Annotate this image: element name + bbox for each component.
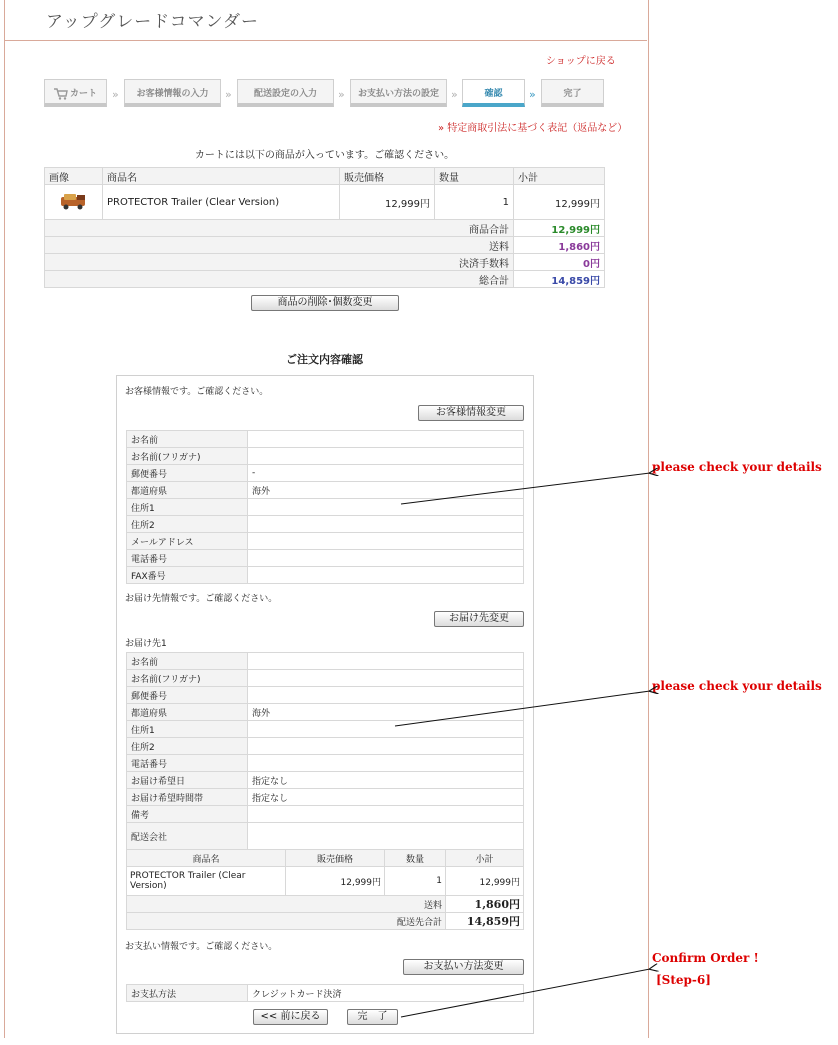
item-name: PROTECTOR Trailer (Clear Version)	[127, 867, 286, 896]
edit-payment-button[interactable]: お支払い方法変更	[403, 959, 524, 975]
shipping-fee-value: 1,860円	[446, 896, 524, 913]
complete-order-button[interactable]: 完 了	[347, 1009, 398, 1025]
summary-label: 送料	[45, 237, 514, 254]
field-label: お支払方法	[127, 985, 248, 1002]
col-image: 画像	[45, 168, 103, 185]
site-title: アップグレードコマンダー	[46, 12, 259, 32]
dest-total-value: 14,859円	[446, 913, 524, 930]
step-arrow-icon: »	[112, 88, 119, 101]
product-subtotal: 12,999円	[514, 185, 605, 220]
summary-value: 1,860円	[514, 237, 605, 254]
field-label: 住所2	[127, 516, 248, 533]
field-label: 電話番号	[127, 755, 248, 772]
field-value: -	[248, 465, 524, 482]
field-label: お届け希望時間帯	[127, 789, 248, 806]
step-cart-label: カート	[69, 89, 97, 99]
item-price: 12,999円	[286, 867, 385, 896]
field-value: 海外	[248, 482, 524, 499]
field-label: お名前	[127, 653, 248, 670]
dest-total-label: 配送先合計	[127, 913, 446, 930]
field-label: 住所1	[127, 499, 248, 516]
step-payment-label: お支払い方法の設定	[357, 89, 439, 99]
edit-shipping-button[interactable]: お届け先変更	[434, 611, 524, 627]
field-label: お届け希望日	[127, 772, 248, 789]
field-label: 郵便番号	[127, 465, 248, 482]
col-price: 販売価格	[340, 168, 435, 185]
summary-value: 14,859円	[514, 271, 605, 288]
summary-label: 商品合計	[45, 220, 514, 237]
item-qty: 1	[385, 867, 446, 896]
edit-cart-button[interactable]: 商品の削除･個数変更	[251, 295, 399, 311]
step-delivery-label: 配送設定の入力	[253, 89, 317, 99]
field-value: クレジットカード決済	[248, 985, 524, 1002]
col-qty: 数量	[435, 168, 514, 185]
step-complete-label: 完了	[563, 89, 582, 99]
shipping-fee-label: 送料	[127, 896, 446, 913]
order-confirm-title: ご注文内容確認	[286, 353, 363, 366]
col-subtotal: 小計	[446, 850, 524, 867]
cart-message: カートには以下の商品が入っています。ご確認ください。	[194, 150, 455, 161]
field-value: 海外	[248, 704, 524, 721]
edit-customer-button[interactable]: お客様情報変更	[418, 405, 524, 421]
field-label: 住所1	[127, 721, 248, 738]
field-label: 配送会社	[127, 823, 248, 850]
summary-value: 0円	[514, 254, 605, 271]
back-button[interactable]: << 前に戻る	[253, 1009, 328, 1025]
annotation-confirm-order: Confirm Order !	[652, 951, 759, 965]
field-label: 郵便番号	[127, 687, 248, 704]
shipping-destination-label: お届け先1	[125, 639, 167, 649]
field-label: 都道府県	[127, 704, 248, 721]
field-label: お名前(フリガナ)	[127, 448, 248, 465]
arrow-icon	[401, 969, 650, 1017]
shipping-info-note: お届け先情報です。ご確認ください。	[125, 594, 278, 604]
field-label: お名前(フリガナ)	[127, 670, 248, 687]
arrow-icon	[401, 473, 650, 504]
annotation-check-details-1: please check your details	[652, 460, 822, 474]
field-label: 都道府県	[127, 482, 248, 499]
field-value: 指定なし	[248, 772, 524, 789]
field-label: 電話番号	[127, 550, 248, 567]
payment-info-note: お支払い情報です。ご確認ください。	[125, 942, 278, 952]
step-customer-info-label: お客様情報の入力	[136, 89, 209, 99]
col-product-name: 商品名	[103, 168, 340, 185]
step-arrow-icon: »	[338, 88, 345, 101]
step-confirm-label: 確認	[484, 89, 503, 99]
col-price: 販売価格	[286, 850, 385, 867]
summary-value: 12,999円	[514, 220, 605, 237]
item-subtotal: 12,999円	[446, 867, 524, 896]
back-to-shop-link[interactable]: ショップに戻る	[546, 56, 616, 67]
field-label: お名前	[127, 431, 248, 448]
product-name: PROTECTOR Trailer (Clear Version)	[103, 185, 340, 220]
customer-info-note: お客様情報です。ご確認ください。	[125, 387, 269, 397]
annotation-check-details-2: please check your details	[652, 679, 822, 693]
step-arrow-icon: »	[529, 88, 536, 101]
summary-label: 決済手数料	[45, 254, 514, 271]
field-label: メールアドレス	[127, 533, 248, 550]
product-price: 12,999円	[340, 185, 435, 220]
annotation-step-6: [Step-6]	[656, 973, 711, 987]
commerce-law-link[interactable]: » 特定商取引法に基づく表記（返品など）	[438, 123, 628, 134]
step-arrow-icon: »	[225, 88, 232, 101]
product-qty: 1	[435, 185, 514, 220]
col-qty: 数量	[385, 850, 446, 867]
col-product-name: 商品名	[127, 850, 286, 867]
arrow-icon	[395, 691, 650, 726]
field-label: 住所2	[127, 738, 248, 755]
field-label: FAX番号	[127, 567, 248, 584]
col-subtotal: 小計	[514, 168, 605, 185]
summary-label: 総合計	[45, 271, 514, 288]
field-value: 指定なし	[248, 789, 524, 806]
field-label: 備考	[127, 806, 248, 823]
step-arrow-icon: »	[451, 88, 458, 101]
